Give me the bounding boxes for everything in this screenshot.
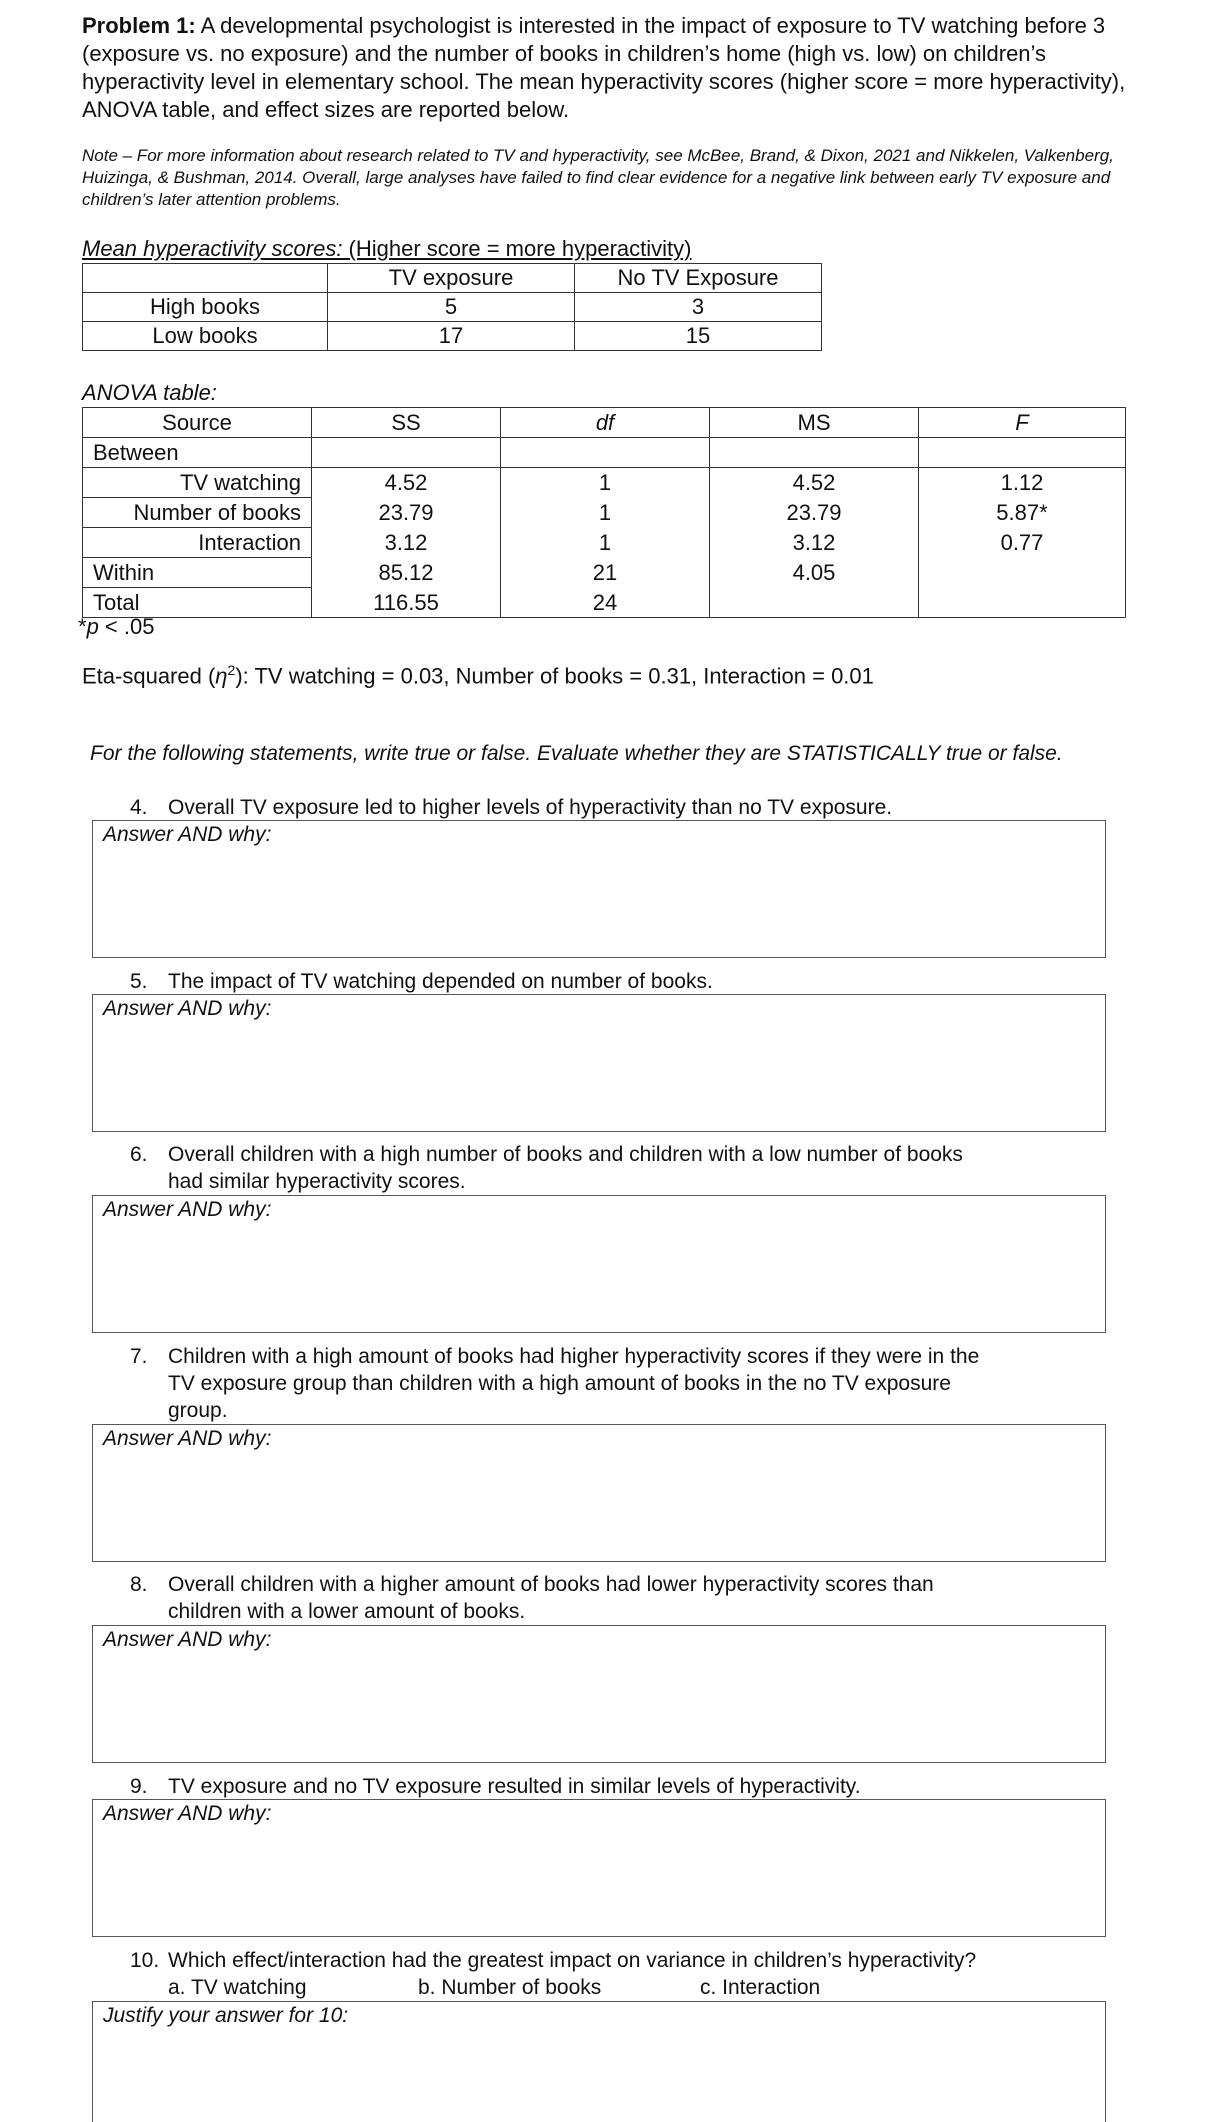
anova-source: Within	[83, 558, 312, 588]
question-number: 7.	[130, 1345, 148, 1368]
means-cell: 15	[575, 322, 822, 351]
anova-row	[83, 528, 1126, 558]
means-corner-cell	[83, 264, 328, 293]
question-number: 10.	[130, 1949, 160, 1972]
anova-df: 1	[501, 528, 710, 558]
anova-source: Number of books	[83, 498, 312, 528]
instructions: For the following statements, write true or false. Evaluate whether they are STATISTICALLY true or false.	[90, 742, 1063, 765]
answer-box-5[interactable]	[92, 994, 1106, 1132]
anova-ms: 4.52	[710, 468, 919, 498]
question-text: TV exposure and no TV exposure resulted in similar levels of hyperactivity.	[168, 1775, 861, 1798]
answer-label: Answer AND why:	[103, 1427, 272, 1450]
anova-header-df: df	[501, 408, 710, 438]
anova-row-between	[83, 438, 1126, 468]
means-row-label: High books	[83, 293, 328, 322]
answer-label: Answer AND why:	[103, 1198, 272, 1221]
anova-header-source: Source	[83, 408, 312, 438]
anova-header-f: F	[919, 408, 1126, 438]
footnote-star: *	[78, 614, 87, 639]
anova-df: 1	[501, 468, 710, 498]
justify-label: Justify your answer for 10:	[103, 2004, 349, 2027]
answer-label: Answer AND why:	[103, 1802, 272, 1825]
anova-footnote	[78, 614, 154, 640]
anova-table	[82, 407, 1126, 618]
anova-source: Total	[83, 588, 312, 618]
question-number: 6.	[130, 1143, 148, 1166]
anova-source: TV watching	[83, 468, 312, 498]
eta-squared	[82, 662, 874, 689]
question-text: group.	[168, 1399, 228, 1422]
question-number: 5.	[130, 970, 148, 993]
question-text: children with a lower amount of books.	[168, 1600, 526, 1623]
means-table	[82, 263, 822, 351]
means-table-caption	[82, 236, 692, 262]
footnote-rest: < .05	[98, 614, 155, 639]
means-cell: 3	[575, 293, 822, 322]
problem-text: A developmental psychologist is interested in the impact of exposure to TV watching before 3 (exposure vs. no exposure) and the number of books in children’s home (high vs. low) on children’s hyperactivity level in elementary school. The mean hyperactivity scores (higher score = more hyperactivity), ANOVA table, and effect sizes are reported below.	[82, 13, 1126, 122]
anova-row	[83, 558, 1126, 588]
means-row	[83, 322, 822, 351]
eta-symbol: η	[215, 663, 228, 689]
question-text: Overall TV exposure led to higher levels of hyperactivity than no TV exposure.	[168, 796, 893, 819]
anova-source: Interaction	[83, 528, 312, 558]
means-caption-rest: (Higher score = more hyperactivity)	[342, 236, 692, 261]
anova-df: 21	[501, 558, 710, 588]
answer-box-8[interactable]	[92, 1625, 1106, 1763]
anova-header-ms: MS	[710, 408, 919, 438]
means-cell: 17	[328, 322, 575, 351]
means-header-row	[83, 264, 822, 293]
answer-label: Answer AND why:	[103, 1628, 272, 1651]
anova-header-ss: SS	[312, 408, 501, 438]
question-text: TV exposure group than children with a high amount of books in the no TV exposure	[168, 1372, 951, 1395]
anova-df: 1	[501, 498, 710, 528]
anova-ss: 4.52	[312, 468, 501, 498]
question-text: Overall children with a higher amount of books had lower hyperactivity scores than	[168, 1573, 934, 1596]
anova-f	[919, 558, 1126, 588]
answer-box-7[interactable]	[92, 1424, 1106, 1562]
anova-ms: 4.05	[710, 558, 919, 588]
anova-row	[83, 588, 1126, 618]
anova-df: 24	[501, 588, 710, 618]
question-number: 4.	[130, 796, 148, 819]
answer-label: Answer AND why:	[103, 823, 272, 846]
option-b[interactable]: b. Number of books	[418, 1976, 602, 1999]
anova-ss: 85.12	[312, 558, 501, 588]
problem-intro	[82, 12, 1142, 124]
problem-note: Note – For more information about research related to TV and hyperactivity, see McBee, Brand, & Dixon, 2021 and Nikkelen, Valkenberg, Huizinga, & Bushman, 2014. Overall, large analyses have failed to find clear evidence for a negative link between early TV exposure and children’s later attention problems.	[82, 146, 1114, 209]
anova-row	[83, 498, 1126, 528]
answer-label: Answer AND why:	[103, 997, 272, 1020]
option-a[interactable]: a. TV watching	[168, 1976, 307, 1999]
problem-heading: Problem 1:	[82, 13, 196, 38]
question-text: Overall children with a high number of books and children with a low number of books	[168, 1143, 963, 1166]
eta-suffix: ): TV watching = 0.03, Number of books = 0.31, Interaction = 0.01	[235, 663, 874, 689]
anova-f: 1.12	[919, 468, 1126, 498]
anova-ss: 3.12	[312, 528, 501, 558]
question-text: Which effect/interaction had the greatest impact on variance in children’s hyperactivity?	[168, 1949, 977, 1972]
anova-header-row	[83, 408, 1126, 438]
question-text: had similar hyperactivity scores.	[168, 1170, 466, 1193]
eta-prefix: Eta-squared (	[82, 663, 216, 689]
anova-ss: 116.55	[312, 588, 501, 618]
means-row-label: Low books	[83, 322, 328, 351]
anova-caption: ANOVA table:	[82, 380, 217, 405]
anova-ms: 23.79	[710, 498, 919, 528]
answer-box-6[interactable]	[92, 1195, 1106, 1333]
question-text: Children with a high amount of books had higher hyperactivity scores if they were in the	[168, 1345, 980, 1368]
anova-f: 0.77	[919, 528, 1126, 558]
answer-box-9[interactable]	[92, 1799, 1106, 1937]
anova-ms	[710, 588, 919, 618]
means-caption-label: Mean hyperactivity scores:	[82, 236, 343, 261]
question-number: 8.	[130, 1573, 148, 1596]
question-text: The impact of TV watching depended on number of books.	[168, 970, 713, 993]
option-c[interactable]: c. Interaction	[700, 1976, 821, 1999]
footnote-p: p	[86, 614, 99, 639]
anova-f: 5.87*	[919, 498, 1126, 528]
anova-between-label: Between	[83, 438, 312, 468]
anova-ss: 23.79	[312, 498, 501, 528]
means-col-header: TV exposure	[328, 264, 575, 293]
means-row	[83, 293, 822, 322]
means-col-header: No TV Exposure	[575, 264, 822, 293]
means-cell: 5	[328, 293, 575, 322]
anova-f	[919, 588, 1126, 618]
anova-ms: 3.12	[710, 528, 919, 558]
question-number: 9.	[130, 1775, 148, 1798]
eta-sup: 2	[227, 662, 236, 678]
answer-box-4[interactable]	[92, 820, 1106, 958]
anova-row	[83, 468, 1126, 498]
